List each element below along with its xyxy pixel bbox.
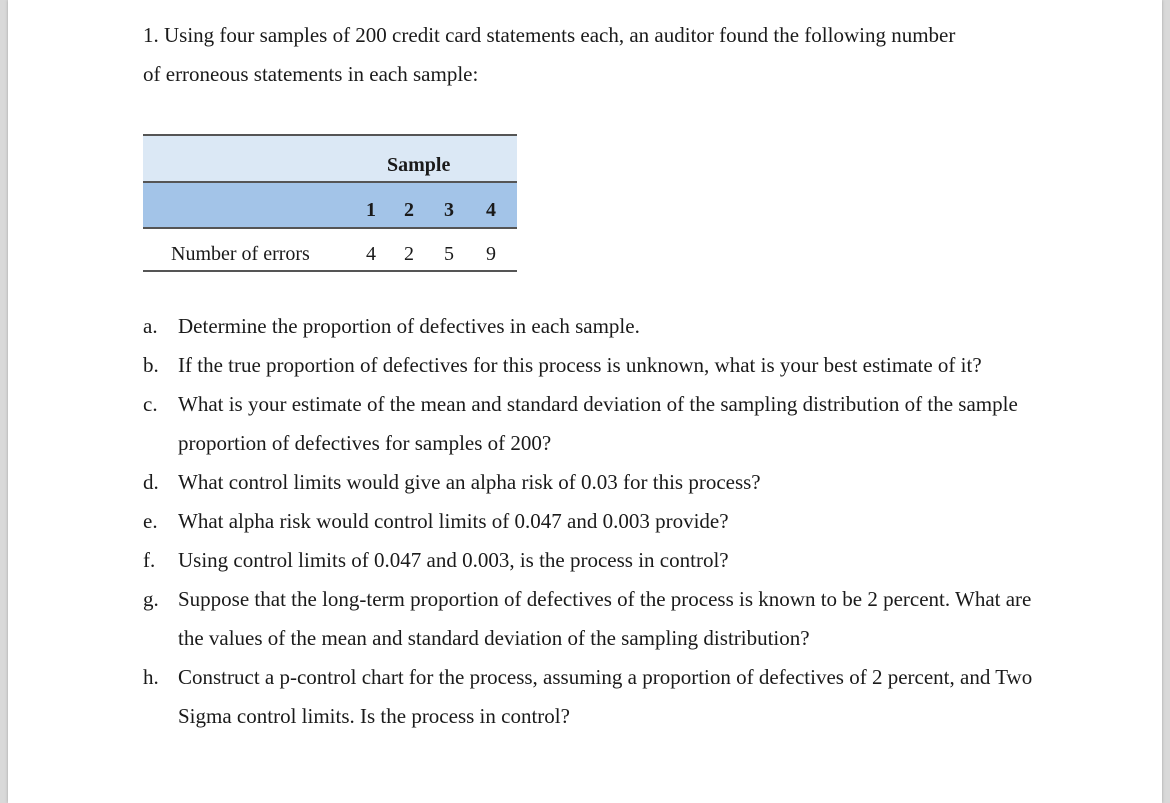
question-text: If the true proportion of defectives for this process is unknown, what is your best estimate of it? (178, 353, 982, 377)
question-item (143, 346, 1033, 385)
sample-number-cell: 2 (404, 199, 414, 221)
question-letter: e. (143, 509, 158, 533)
table-sample-number-row (143, 183, 517, 227)
question-item (143, 307, 1033, 346)
question-letter: h. (143, 665, 159, 689)
table-header-sample: Sample (387, 154, 451, 176)
problem-statement-line-1: 1. Using four samples of 200 credit card statements each, an auditor found the following number (143, 23, 956, 47)
question-list (143, 307, 1033, 736)
question-item (143, 502, 1033, 541)
question-text: Suppose that the long-term proportion of defectives of the process is known to be 2 percent. What are the values of the mean and standard deviation of the sampling distribution? (178, 587, 1032, 650)
question-letter: c. (143, 392, 158, 416)
question-item (143, 385, 1033, 463)
problem-statement (143, 16, 1043, 94)
document-page (8, 0, 1162, 803)
sample-number-cell: 4 (486, 199, 496, 221)
question-text: Construct a p-control chart for the process, assuming a proportion of defectives of 2 percent, and Two Sigma control limits. Is the process in control? (178, 665, 1033, 728)
question-item (143, 580, 1033, 658)
question-item (143, 658, 1033, 736)
sample-number-cell: 1 (366, 199, 376, 221)
question-item (143, 463, 1033, 502)
question-text: Determine the proportion of defectives in each sample. (178, 314, 640, 338)
question-letter: d. (143, 470, 159, 494)
question-item (143, 541, 1033, 580)
table-bottom-rule (143, 270, 517, 272)
errors-table (143, 134, 517, 272)
question-text: What is your estimate of the mean and standard deviation of the sampling distribution of the sample proportion of defectives for samples of 200? (178, 392, 1018, 455)
error-count-cell: 5 (444, 243, 454, 265)
sample-number-cell: 3 (444, 199, 454, 221)
problem-statement-line-2: of erroneous statements in each sample: (143, 62, 479, 86)
question-text: What alpha risk would control limits of 0.047 and 0.003 provide? (178, 509, 729, 533)
question-text: What control limits would give an alpha risk of 0.03 for this process? (178, 470, 761, 494)
question-letter: g. (143, 587, 159, 611)
question-letter: a. (143, 314, 158, 338)
error-count-cell: 9 (486, 243, 496, 265)
table-errors-row (143, 229, 517, 270)
question-letter: f. (143, 548, 156, 572)
question-letter: b. (143, 353, 159, 377)
question-text: Using control limits of 0.047 and 0.003, is the process in control? (178, 548, 729, 572)
error-count-cell: 2 (404, 243, 414, 265)
table-header-row (143, 136, 517, 181)
errors-row-label: Number of errors (171, 243, 310, 265)
error-count-cell: 4 (366, 243, 376, 265)
